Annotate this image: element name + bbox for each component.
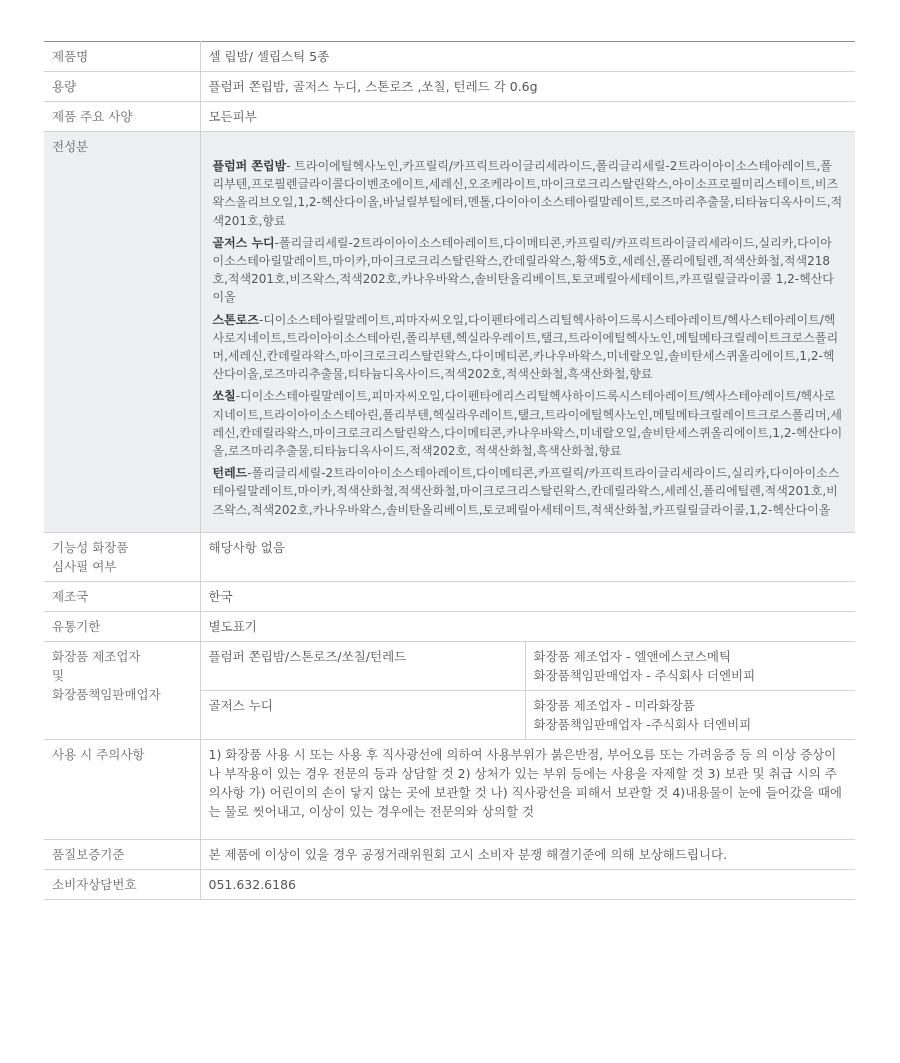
ingredient-product-name: 쏘칠 — [212, 389, 236, 404]
row-contact — [44, 869, 855, 899]
caution-value: 1) 화장품 사용 시 또는 사용 후 직사광선에 의하여 사용부위가 붉은반점, 부어오름 또는 가려움증 등 의 이상 증상이나 부작용이 있는 경우 전문의 등과 상담할 것 2) 상처가 있는 부위 등에는 사용을 자제할 것 3) 보관 및 취급 시의 주의사항 가) 어린이의 손이 닿지 않는 곳에 보관할 것 나) 직사광선을 피해서 보관할 것 4)내용물이 눈에 들어갔을 때에는 물로 씻어내고, 이상이 있는 경우에는 전문의와 상의할 것 — [200, 739, 855, 839]
functional-value: 해당사항 없음 — [200, 532, 855, 581]
manufacturer-label-line3: 화장품책임판매업자 — [52, 686, 161, 702]
row-volume — [44, 72, 855, 102]
ingredient-block — [213, 311, 844, 384]
row-spec — [44, 102, 855, 132]
manufacturer-label-line2: 및 — [52, 667, 65, 683]
manufacturer-label — [44, 641, 200, 739]
row-country — [44, 581, 855, 611]
product-name-value: 셀 립밤/ 셀립스틱 5종 — [200, 42, 855, 72]
manufacturer-companies — [525, 690, 855, 739]
row-quality — [44, 839, 855, 869]
maker-text: 화장품 제조업자 - 엘앤에스코스메틱 — [533, 648, 732, 664]
ingredient-block — [213, 234, 844, 307]
contact-value: 051.632.6186 — [200, 869, 855, 899]
country-value: 한국 — [200, 581, 855, 611]
ingredient-product-name: 턴레드 — [212, 466, 248, 481]
spec-label: 제품 주요 사양 — [44, 102, 200, 132]
maker-text: 화장품 제조업자 - 미라화장품 — [533, 697, 695, 713]
ingredients-label: 전성분 — [44, 132, 200, 533]
row-manufacturer-1 — [44, 641, 855, 690]
expiry-value: 별도표기 — [200, 611, 855, 641]
ingredient-list: -폴리글리세릴-2트라이아이소스테아레이트,다이메티콘,카프릴릭/카프릭트라이글리세라이드,실리카,다이아이소스테아릴말레이트,마이카,적색산화철,적색산화철,마이크로크리스탈린왁스,칸데릴라왁스,세레신,폴리에틸렌,적색201호,비즈왁스,적색202호,카나우바왁스,솔비탄올리베이트,토코페릴아세테이트,적색산화철,카프릴릴글라이콜,1,2-헥산다이올 — [212, 466, 840, 517]
product-info-table — [44, 41, 855, 900]
volume-label: 용량 — [44, 72, 200, 102]
volume-value: 플럼퍼 쫀립밤, 골저스 누디, 스톤로즈 ,쏘칠, 턴레드 각 0.6g — [200, 72, 855, 102]
country-label: 제조국 — [44, 581, 200, 611]
contact-label: 소비자상담번호 — [44, 869, 200, 899]
ingredient-list: -디이소스테아릴말레이트,피마자씨오일,다이펜타에리스리틸헥사하이드록시스테아레이트/헥사스테아레이트/헥사로지네이트,트라이아이소스테아린,폴리부텐,헥실라우레이트,탤크,트라이에틸헥사노인,메틸메타크릴레이트크로스폴리머,세레신,칸데릴라왁스,마이크로크리스탈린왁스,다이메티콘,카나우바왁스,미네랄오일,솔비탄세스퀴올리에이트,1,2-헥산다이올,로즈마리추출물,티타늄디옥사이드,적색202호,적색산화철,흑색산화철,향료 — [212, 312, 839, 382]
quality-value: 본 제품에 이상이 있을 경우 공정거래위원회 고시 소비자 분쟁 해결기준에 의해 보상해드립니다. — [200, 839, 855, 869]
ingredients-value — [200, 132, 855, 533]
ingredient-list: -디이소스테아릴말레이트,피마자씨오일,다이펜타에리스리틸헥사하이드록시스테아레이트/헥사스테아레이트/헥사로지네이트,트라이아이소스테아린,폴리부텐,헥실라우레이트,탤크,트라이에틸헥사노인,메틸메타크릴레이트크로스폴리머,세레신,칸데릴라왁스,마이크로크리스탈린왁스,다이메티콘,카나우바왁스,미네랄오일,솔비탄세스퀴올리에이트,1,2-헥산다이올,로즈마리추출물,티타늄디옥사이드,적색202호, 적색산화철,흑색산화철,향료 — [212, 389, 843, 459]
seller-text: 화장품책임판매업자 -주식회사 더엔비피 — [533, 716, 752, 732]
ingredient-product-name: 플럼퍼 쫀립밤 — [212, 159, 287, 173]
row-functional — [44, 532, 855, 581]
manufacturer-products: 골저스 누디 — [200, 690, 525, 739]
ingredient-block — [213, 387, 844, 460]
caution-label: 사용 시 주의사항 — [44, 739, 200, 839]
functional-label-line2: 심사필 여부 — [52, 558, 117, 574]
ingredient-product-name: 스톤로즈 — [212, 312, 259, 327]
ingredient-list: -폴리글리세릴-2트라이아이소스테아레이트,다이메티콘,카프릴릭/카프릭트라이글리세라이드,실리카,다이아이소스테아릴말레이트,마이카,마이크로크리스탈린왁스,칸데릴라왁스,황색5호,세레신,폴리에틸렌,적색산화철,적색218호,적색201호,비즈왁스,적색202호,카나우바왁스,솔비탄올리베이트,토코페릴아세테이트,카프릴릴글라이콜 1,2-헥산다이올 — [212, 235, 834, 305]
row-caution — [44, 739, 855, 839]
manufacturer-companies — [525, 641, 855, 690]
row-expiry — [44, 611, 855, 641]
manufacturer-label-line1: 화장품 제조업자 — [52, 648, 141, 664]
manufacturer-products: 플럼퍼 쫀립밤/스톤로즈/쏘칠/턴레드 — [200, 641, 525, 690]
ingredient-block — [213, 464, 844, 519]
expiry-label: 유통기한 — [44, 611, 200, 641]
row-product-name — [44, 42, 855, 72]
functional-label-line1: 기능성 화장품 — [52, 539, 129, 555]
ingredient-block — [213, 157, 844, 230]
functional-label — [44, 532, 200, 581]
spec-value: 모든피부 — [200, 102, 855, 132]
ingredient-product-name: 골저스 누디 — [212, 235, 275, 250]
row-ingredients — [44, 132, 855, 533]
ingredient-list: - 트라이에틸헥사노인,카프릴릭/카프릭트라이글리세라이드,폴리글리세릴-2트라이아이소스테아레이트,폴리부텐,프로필렌글라이콜다이벤조에이트,세레신,오조케라이트,마이크로크리스탈린왁스,아이소프로필미리스테이트,비즈왁스올리브오일,1,2-헥산다이올,바닐릴부틸에터,멘톨,다이아이소스테아릴말레이트,로즈마리추출물,티타늄디옥사이드,적색201호,향료 — [212, 159, 843, 228]
product-name-label: 제품명 — [44, 42, 200, 72]
seller-text: 화장품책임판매업자 - 주식회사 더엔비피 — [533, 667, 756, 683]
quality-label: 품질보증기준 — [44, 839, 200, 869]
